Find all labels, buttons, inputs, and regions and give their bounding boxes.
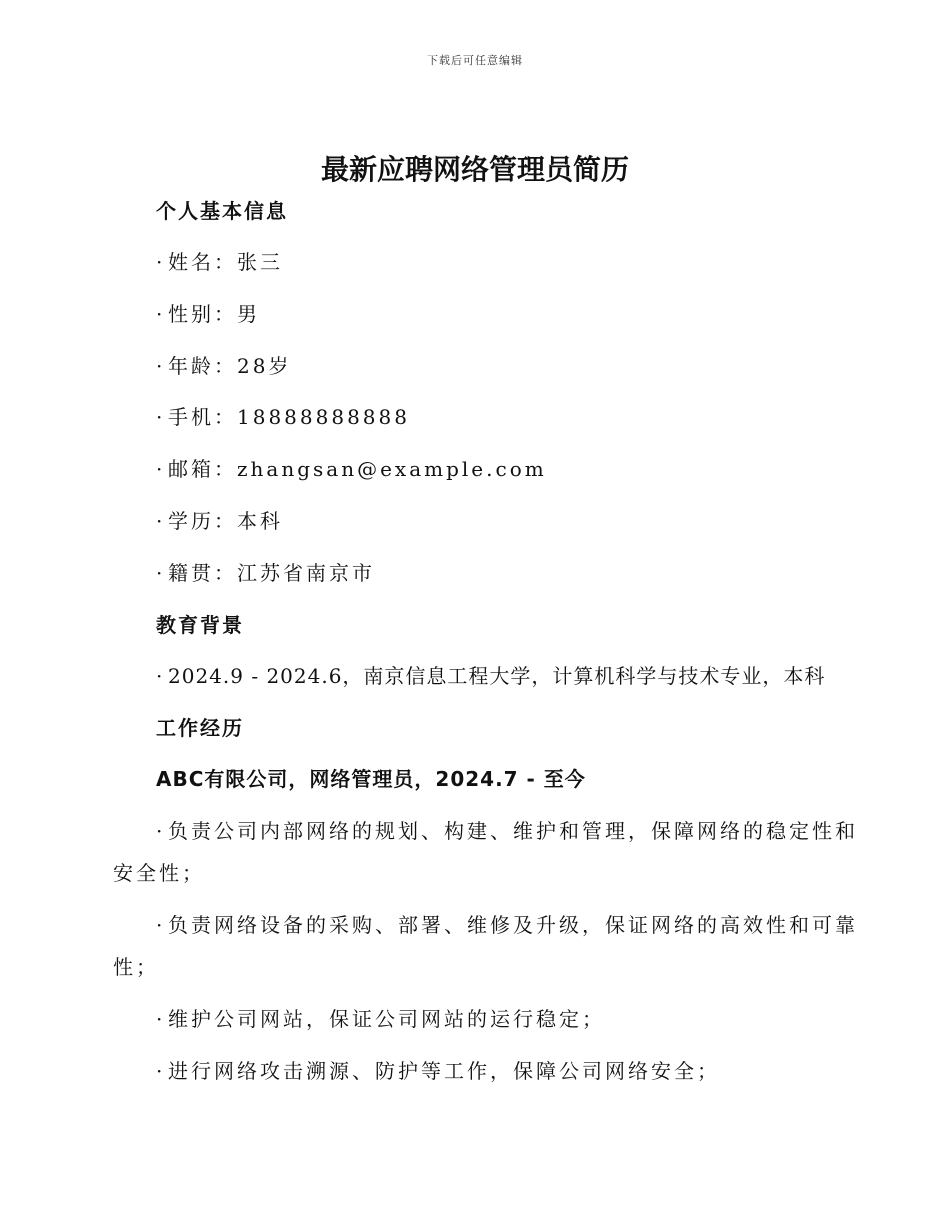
list-item [0,402,950,432]
bullet: · [156,250,163,274]
list-item [0,816,950,846]
education-entry: 2024.9 - 2024.6，南京信息工程大学，计算机科学与技术专业，本科 [168,664,826,688]
list-item [0,1056,950,1086]
section-heading-work: 工作经历 [156,716,244,740]
document-title: 最新应聘网络管理员简历 [320,153,629,186]
duty-2-line-2: 性； [113,955,159,979]
list-item [0,454,950,484]
duty-3: 维护公司网站，保证公司网站的运行稳定； [168,1007,605,1031]
bullet: · [156,561,163,585]
list-item [0,506,950,536]
bullet: · [156,509,163,533]
bullet: · [156,913,163,937]
bullet: · [156,457,163,481]
bullet: · [156,354,163,378]
page-header-note: 下载后可任意编辑 [427,54,523,67]
personal-hometown: 籍贯：江苏省南京市 [168,561,375,585]
bullet: · [156,664,163,688]
duty-1-line-2: 安全性； [113,861,205,885]
bullet: · [156,1007,163,1031]
personal-email: 邮箱：zhangsan@example.com [168,457,547,481]
list-item [0,1004,950,1034]
list-item [0,558,950,588]
list-item [0,299,950,329]
bullet: · [156,302,163,326]
list-item [0,351,950,381]
list-item [0,910,950,940]
job-title: ABC有限公司，网络管理员，2024.7 - 至今 [156,767,586,791]
bullet: · [156,405,163,429]
duty-4: 进行网络攻击溯源、防护等工作，保障公司网络安全； [168,1059,720,1083]
list-item [0,661,950,691]
personal-age: 年龄：28岁 [168,354,292,378]
personal-phone: 手机：18888888888 [168,405,410,429]
duty-1-line-1: 负责公司内部网络的规划、构建、维护和管理，保障网络的稳定性和 [168,819,858,843]
section-heading-education: 教育背景 [156,613,244,637]
bullet: · [156,1059,163,1083]
duty-2-line-1: 负责网络设备的采购、部署、维修及升级，保证网络的高效性和可靠 [168,913,858,937]
personal-name: 姓名：张三 [168,250,283,274]
bullet: · [156,819,163,843]
section-heading-personal: 个人基本信息 [156,199,288,223]
personal-gender: 性别：男 [168,302,260,326]
list-item [0,247,950,277]
personal-education-level: 学历：本科 [168,509,283,533]
